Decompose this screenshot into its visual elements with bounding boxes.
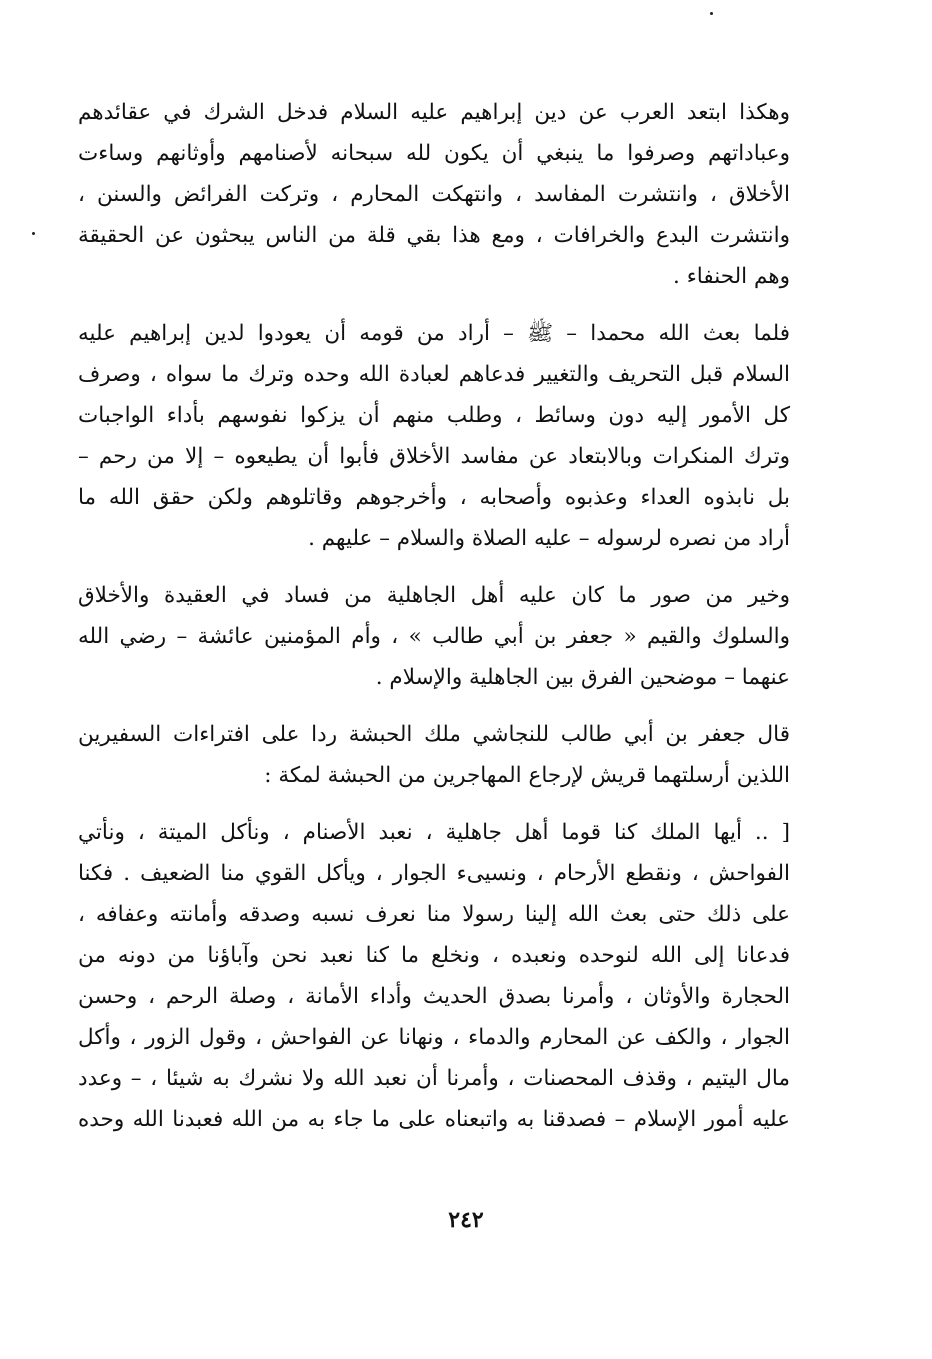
text-line: على ذلك حتى بعث الله إلينا رسولا منا نعرف نسبه وصدقه وأمانته وعفافه ، xyxy=(78,902,790,927)
paragraph-jafar-intro xyxy=(78,714,790,796)
text-line: الجوار ، والكف عن المحارم والدماء ، ونهانا عن الفواحش ، وقول الزور ، وأكل xyxy=(78,1025,790,1050)
text-line: أراد من نصره لرسوله – عليه الصلاة والسلام – عليهم . xyxy=(308,526,790,551)
paragraph-prophet-mission xyxy=(78,313,790,559)
text-line: قال جعفر بن أبي طالب للنجاشي ملك الحبشة ردا على افتراءات السفيرين xyxy=(78,722,790,747)
text-line: وخير من صور ما كان عليه أهل الجاهلية من فساد في العقيدة والأخلاق xyxy=(78,583,790,608)
text-line: الحجارة والأوثان ، وأمرنا بصدق الحديث وأداء الأمانة ، وصلة الرحم ، وحسن xyxy=(78,984,790,1009)
text-line: وهكذا ابتعد العرب عن دين إبراهيم عليه السلام فدخل الشرك في عقائدهم xyxy=(78,100,790,125)
text-line: وترك المنكرات وبالابتعاد عن مفاسد الأخلاق فأبوا أن يطيعوه – إلا من رحم – xyxy=(78,444,790,469)
text-line: كل الأمور إليه دون وسائط ، وطلب منهم أن يزكوا نفوسهم بأداء الواجبات xyxy=(78,403,790,428)
scan-speck xyxy=(32,232,35,235)
text-line: [ .. أيها الملك كنا قوما أهل جاهلية ، نعبد الأصنام ، ونأكل الميتة ، ونأتي xyxy=(78,820,790,845)
scan-speck xyxy=(710,12,713,15)
text-line: وهم الحنفاء . xyxy=(673,264,790,289)
text-line: فدعانا إلى الله لنوحده ونعبده ، ونخلع ما كنا نعبد نحن وآباؤنا من دونه من xyxy=(78,943,790,968)
text-line: الفواحش ، ونقطع الأرحام ، ونسيىء الجوار ، ويأكل القوي منا الضعيف . فكنا xyxy=(78,861,790,886)
text-line: عليه أمور الإسلام – فصدقنا به واتبعناه على ما جاء به من الله فعبدنا الله وحده xyxy=(78,1107,790,1132)
text-line: وعباداتهم وصرفوا ما ينبغي أن يكون لله سبحانه لأصنامهم وأوثانهم وساءت xyxy=(78,141,790,166)
text-line: السلام قبل التحريف والتغيير فدعاهم لعبادة الله وحده وترك ما سواه ، وصرف xyxy=(78,362,790,387)
text-line: فلما بعث الله محمدا – ﷺ – أراد من قومه أن يعودوا لدين إبراهيم عليه xyxy=(78,321,790,346)
text-line: اللذين أرسلتهما قريش لإرجاع المهاجرين من الحبشة لمكة : xyxy=(264,763,790,788)
page-number: ٢٤٢ xyxy=(448,1207,484,1233)
paragraph-best-depiction xyxy=(78,575,790,698)
paragraph-arabs-deviation xyxy=(78,92,790,297)
text-line: الأخلاق ، وانتشرت المفاسد ، وانتهكت المحارم ، وتركت الفرائض والسنن ، xyxy=(78,182,790,207)
text-line: مال اليتيم ، وقذف المحصنات ، وأمرنا أن نعبد الله ولا نشرك به شيئا ، – وعدد xyxy=(78,1066,790,1091)
paragraph-jafar-speech xyxy=(78,812,790,1140)
text-line: والسلوك والقيم « جعفر بن أبي طالب » ، وأم المؤمنين عائشة – رضي الله xyxy=(78,624,790,649)
text-line: بل نابذوه العداء وعذبوه وأصحابه ، وأخرجوهم وقاتلوهم ولكن حقق الله ما xyxy=(78,485,790,510)
text-line: وانتشرت البدع والخرافات ، ومع هذا بقي قلة من الناس يبحثون عن الحقيقة xyxy=(78,223,790,248)
text-line: عنهما – موضحين الفرق بين الجاهلية والإسلام . xyxy=(375,665,790,690)
body-text xyxy=(78,92,790,1156)
